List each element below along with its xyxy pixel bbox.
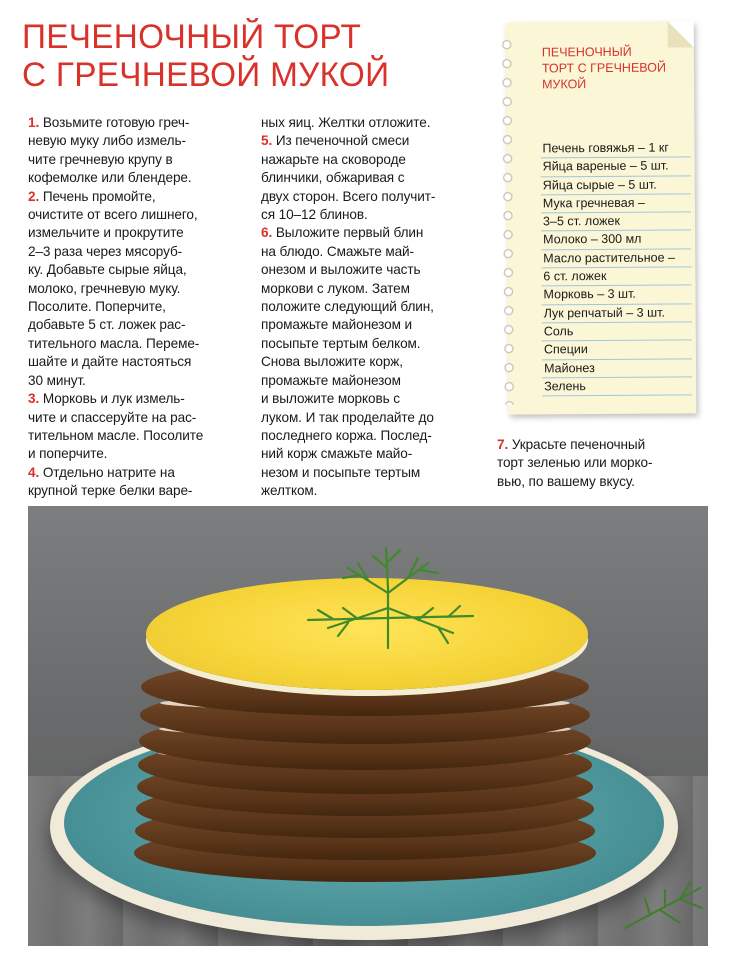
recipe-step-line: [261, 151, 481, 169]
recipe-step-line: [28, 169, 238, 187]
step-text: измельчите и прокрутите: [28, 225, 184, 241]
step-number: 2.: [28, 188, 40, 204]
recipe-step-line: [28, 316, 238, 334]
ingredient-item: Печень говяжья – 1 кг: [540, 139, 690, 158]
recipe-step-line: [28, 372, 238, 390]
recipe-step-line: [261, 464, 481, 482]
recipe-step: [28, 464, 238, 501]
recipe-step-line: [261, 427, 481, 445]
recipe-step-line: [28, 243, 238, 261]
step-text: молоко, гречневую муку.: [28, 280, 181, 296]
ingredients-notepad: [506, 21, 697, 414]
step-text: Отдельно натрите на: [42, 464, 175, 480]
ingredient-item: Масло растительное –: [541, 249, 691, 268]
step-text: и поперчите.: [28, 446, 108, 462]
recipe-step-line: [28, 464, 238, 482]
step-text: чите гречневую крупу в: [28, 151, 173, 167]
ingredient-item: 3–5 ст. ложек: [541, 213, 691, 232]
step-text: вью, по вашему вкусу.: [497, 473, 635, 489]
step-text: Возьмите готовую греч-: [42, 115, 190, 130]
recipe-step-line: [261, 206, 481, 224]
recipe-step-line: [28, 427, 238, 445]
recipe-step-line: [28, 151, 238, 169]
recipe-step-line: [261, 409, 481, 427]
step-text: на блюдо. Смажьте май-: [261, 243, 414, 259]
ingredient-item: Соль: [542, 322, 692, 341]
step-text: очистите от всего лишнего,: [28, 207, 198, 223]
step-text: тительном масле. Посолите: [28, 427, 204, 443]
step-text: невую муку либо измель-: [28, 133, 186, 149]
notepad-title-line: ТОРТ С ГРЕЧНЕВОЙ: [541, 60, 666, 76]
step-text: посыпьте тертым белком.: [261, 335, 421, 351]
ingredients-list: [540, 139, 692, 396]
step-text: промажьте майонезом: [261, 372, 401, 388]
recipe-step-line: [261, 372, 481, 390]
step-text: ся 10–12 блинов.: [261, 207, 368, 223]
notepad-title-line: ПЕЧЕНОЧНЫЙ: [541, 44, 632, 60]
recipe-step: [261, 132, 481, 224]
step-number: 6.: [261, 225, 273, 241]
step-text: чите и спассеруйте на рас-: [28, 409, 197, 425]
recipe-step-line: [28, 261, 238, 279]
step-text: кофемолке или блендере.: [28, 170, 192, 186]
ingredient-item: Мука гречневая –: [541, 194, 691, 213]
recipe-step-line: [497, 473, 697, 491]
recipe-step: [28, 390, 238, 464]
step-text: луком. И так проделайте до: [261, 409, 434, 425]
ingredient-item: 6 ст. ложек: [541, 267, 691, 286]
step-text: крупной терке белки варе-: [28, 483, 193, 499]
step-text: последнего коржа. Послед-: [261, 427, 432, 443]
step-text: Выложите первый блин: [275, 225, 424, 241]
step-text: онезом и выложите часть: [261, 262, 421, 278]
ingredient-item: Зелень: [542, 377, 692, 396]
recipe-step-line: [261, 114, 481, 132]
recipe-step-line: [261, 280, 481, 298]
recipe-step-line: [28, 390, 238, 408]
step-text: шайте и дайте настояться: [28, 354, 192, 370]
recipe-step-line: [28, 482, 238, 500]
step-text: ных яиц. Желтки отложите.: [261, 115, 431, 130]
recipe-step-line: [497, 454, 697, 472]
step-text: ний корж смажьте майо-: [261, 446, 413, 462]
recipe-step: [261, 114, 481, 132]
dill-sprig: [620, 868, 708, 938]
recipe-step-line: [261, 132, 481, 150]
step-number: 4.: [28, 464, 40, 480]
step-text: Украсьте печеночный: [511, 437, 646, 452]
notepad-title-line: МУКОЙ: [542, 77, 587, 92]
step-number: 3.: [28, 391, 40, 407]
recipe-step-line: [28, 280, 238, 298]
step-text: 2–3 раза через мясоруб-: [28, 243, 183, 259]
recipe-step: [261, 224, 481, 500]
ingredient-item: Яйца вареные – 5 шт.: [541, 158, 691, 177]
recipe-step: [28, 188, 238, 390]
step-text: промажьте майонезом и: [261, 317, 412, 333]
recipe-step-line: [261, 169, 481, 187]
title-line-1: ПЕЧЕНОЧНЫЙ ТОРТ: [22, 18, 362, 56]
recipe-step-line: [261, 353, 481, 371]
page-title: [22, 18, 492, 94]
step-number: 7.: [497, 437, 509, 452]
recipe-step-line: [261, 261, 481, 279]
notepad-title: [542, 43, 682, 92]
recipe-step-line: [28, 445, 238, 463]
notepad-spiral: [499, 37, 518, 405]
step-text: торт зеленью или морко-: [497, 455, 653, 471]
recipe-step-line: [261, 482, 481, 500]
recipe-step-line: [261, 224, 481, 242]
recipe-step-line: [261, 335, 481, 353]
recipe-step-line: [28, 298, 238, 316]
recipe-step-line: [261, 445, 481, 463]
recipe-step-line: [261, 316, 481, 334]
ingredient-item: Яйца сырые – 5 шт.: [541, 176, 691, 195]
step-text: Печень промойте,: [42, 188, 156, 204]
step-text: Морковь и лук измель-: [42, 391, 185, 407]
recipe-column-3: [497, 436, 697, 491]
cake-photo: [28, 506, 708, 946]
step-text: нажарьте на сковороде: [261, 151, 406, 167]
step-text: 30 минут.: [28, 372, 86, 388]
recipe-step: [28, 114, 238, 188]
step-text: Посолите. Поперчите,: [28, 299, 166, 315]
recipe-step-line: [28, 114, 238, 132]
step-text: блинчики, обжаривая с: [261, 170, 405, 186]
recipe-step-line: [28, 224, 238, 242]
ingredient-item: Морковь – 3 шт.: [541, 286, 691, 305]
title-line-2: С ГРЕЧНЕВОЙ МУКОЙ: [22, 56, 390, 94]
step-text: и выложите морковь с: [261, 391, 400, 407]
step-text: Из печеночной смеси: [275, 133, 410, 149]
recipe-column-1: [28, 114, 238, 501]
recipe-step-line: [28, 188, 238, 206]
step-text: ку. Добавьте сырые яйца,: [28, 262, 187, 278]
recipe-step-line: [28, 335, 238, 353]
recipe-step-line: [28, 132, 238, 150]
recipe-column-2: [261, 114, 481, 501]
ingredient-item: Специи: [542, 341, 692, 360]
step-number: 5.: [261, 133, 273, 149]
recipe-step-line: [28, 353, 238, 371]
recipe-step-line: [261, 243, 481, 261]
recipe-step-line: [261, 188, 481, 206]
recipe-step: [497, 436, 697, 491]
step-text: Снова выложите корж,: [261, 354, 403, 370]
step-text: незом и посыпьте тертым: [261, 464, 421, 480]
step-text: тительного масла. Переме-: [28, 335, 200, 351]
ingredient-item: Майонез: [542, 359, 692, 378]
recipe-step-line: [261, 390, 481, 408]
recipe-step-line: [261, 298, 481, 316]
recipe-step-line: [28, 409, 238, 427]
step-text: положите следующий блин,: [261, 299, 434, 315]
recipe-step-line: [28, 206, 238, 224]
ingredient-item: Молоко – 300 мл: [541, 231, 691, 250]
recipe-step-line: [497, 436, 697, 454]
step-text: моркови с луком. Затем: [261, 280, 410, 296]
step-text: двух сторон. Всего получит-: [261, 188, 436, 204]
step-text: желтком.: [261, 483, 318, 499]
step-text: добавьте 5 ст. ложек рас-: [28, 317, 186, 333]
ingredient-item: Лук репчатый – 3 шт.: [542, 304, 692, 323]
step-number: 1.: [28, 115, 40, 130]
dill-garnish: [288, 528, 488, 658]
